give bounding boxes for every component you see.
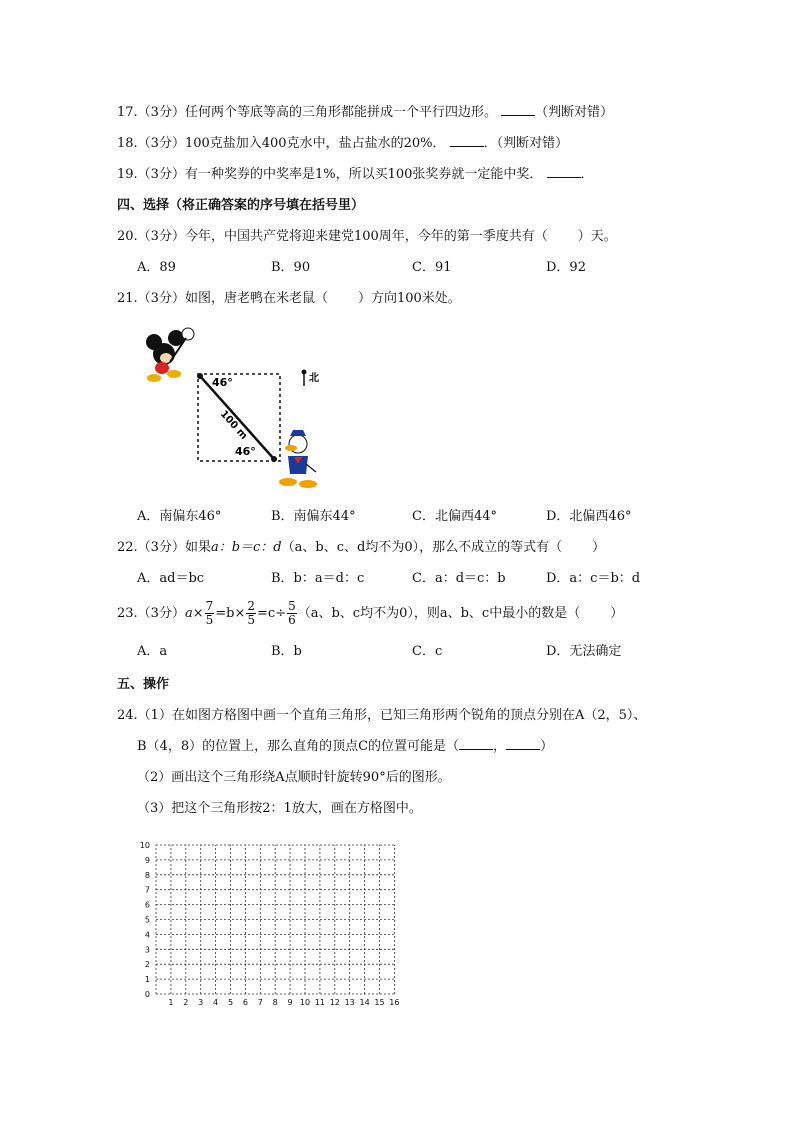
q23-var-a: a: [184, 606, 193, 621]
q21-option-b[interactable]: B．南偏东44°: [271, 509, 356, 524]
q23-end: ）: [610, 606, 624, 621]
q22-option-c[interactable]: C．a：d＝c：b: [412, 571, 506, 586]
distance-label: 100 m: [217, 408, 250, 442]
q24-part-2: （2）画出这个三角形绕A点顺时针旋转90°后的图形。: [137, 770, 451, 785]
q20-option-b[interactable]: B．90: [271, 260, 311, 275]
q24-blank-y[interactable]: [506, 737, 540, 750]
q23-fraction-2: $\frac{2}{5}$: [247, 599, 256, 627]
grid-y-tick-label: 9: [144, 855, 150, 865]
grid-x-tick-label: 7: [257, 998, 263, 1007]
grid-x-tick-label: 10: [299, 998, 311, 1007]
q23-tail: （a、b、c均不为0），则a、b、c中最小的数是（: [297, 606, 581, 621]
grid-x-tick-label: 12: [329, 998, 340, 1007]
q24-line-2: [137, 737, 553, 757]
grid-x-tick-label: 13: [344, 998, 355, 1007]
q22-option-d[interactable]: D．a：c＝b：d: [546, 571, 641, 586]
q23-eq2: =c÷: [257, 606, 287, 621]
q21-option-a[interactable]: A．南偏东46°: [137, 509, 222, 524]
grid-x-tick-label: 16: [389, 998, 400, 1007]
q21-text-after: ）方向100米处。: [357, 291, 461, 306]
question-22: [117, 538, 605, 558]
grid-x-tick-label: 14: [359, 998, 370, 1007]
q24-close: ）: [540, 739, 554, 754]
q23-times: ×: [192, 606, 204, 621]
q17-text: 17.（3分）任何两个等底等高的三角形都能拼成一个平行四边形。: [117, 105, 497, 120]
question-17: [117, 103, 613, 123]
q18-suffix: ．（判断对错）: [483, 136, 569, 151]
q24-line-1: 24.（1）在如图方格图中画一个直角三角形，已知三角形两个锐角的顶点分别在A（2，5）、: [117, 708, 647, 723]
grid-y-tick-label: 10: [139, 841, 150, 850]
section-4-title: 四、选择（将正确答案的序号填在括号里）: [117, 198, 365, 213]
north-label: 北: [309, 373, 319, 384]
grid-y-tick-label: 2: [144, 960, 150, 970]
q23-option-b[interactable]: B．b: [271, 644, 302, 659]
question-18: [117, 134, 568, 154]
grid-y-tick-label: 4: [144, 930, 150, 940]
q23-eq1: =b×: [215, 606, 246, 621]
q20-option-a[interactable]: A．89: [137, 260, 176, 275]
q17-suffix: （判断对错）: [535, 105, 614, 120]
q23-prefix: 23.（3分）: [117, 606, 185, 621]
grid-x-tick-label: 6: [242, 998, 248, 1007]
question-21: [117, 289, 461, 309]
question-20: [117, 227, 617, 247]
grid-x-tick-label: 4: [213, 998, 219, 1007]
q21-option-d[interactable]: D．北偏西46°: [546, 509, 632, 524]
question-19: [117, 165, 594, 185]
q22-option-b[interactable]: B．b：a＝d：c: [271, 571, 365, 586]
donald-duck-icon: [279, 430, 317, 488]
q20-option-c[interactable]: C．91: [412, 260, 452, 275]
section-5-title: 五、操作: [117, 677, 170, 692]
q18-answer-blank[interactable]: [450, 134, 484, 147]
q17-answer-blank[interactable]: [501, 103, 535, 116]
q22-condition: a：b＝c：d: [210, 540, 282, 555]
q24-part-3: （3）把这个三角形按2：1放大，画在方格图中。: [137, 801, 422, 816]
q18-text: 18.（3分）100克盐加入400克水中，盐占盐水的20%．: [117, 136, 446, 151]
q19-suffix: ．: [580, 167, 594, 182]
q24-comma: ，: [493, 739, 507, 754]
grid-x-tick-label: 9: [287, 998, 293, 1007]
q22-prefix: 22.（3分）如果: [117, 540, 211, 555]
q24-blank-x[interactable]: [459, 737, 493, 750]
grid-x-tick-label: 2: [183, 998, 189, 1007]
coordinate-grid[interactable]: [130, 830, 420, 1010]
grid-y-tick-label: 0: [144, 990, 150, 999]
q23-fraction-1: $\frac{7}{5}$: [205, 599, 214, 627]
q20-option-d[interactable]: D．92: [546, 260, 586, 275]
grid-y-tick-label: 6: [144, 900, 150, 910]
grid-y-tick-label: 3: [144, 945, 150, 955]
q24-line2-text: B（4，8）的位置上，那么直角的顶点C的位置可能是（: [137, 739, 460, 754]
grid-y-tick-label: 1: [144, 975, 150, 985]
q22-mid: （a、b、c、d均不为0），那么不成立的等式有（: [281, 540, 563, 555]
grid-y-tick-label: 7: [144, 885, 150, 895]
q23-option-a[interactable]: A．a: [137, 644, 168, 659]
q21-direction-figure: [138, 322, 338, 497]
q23-fraction-3: $\frac{5}{6}$: [288, 599, 296, 627]
grid-y-tick-label: 5: [144, 915, 150, 925]
q20-text-before: 20.（3分）今年，中国共产党将迎来建党100周年，今年的第一季度共有（: [117, 229, 548, 244]
q20-text-after: ）天。: [577, 229, 617, 244]
grid-x-tick-label: 3: [198, 998, 204, 1007]
grid-x-tick-label: 15: [374, 998, 385, 1007]
q23-option-d[interactable]: D．无法确定: [546, 644, 622, 659]
angle-bottom-label: 46°: [235, 445, 256, 458]
q19-answer-blank[interactable]: [547, 165, 581, 178]
q19-text: 19.（3分）有一种奖券的中奖率是1%，所以买100张奖券就一定能中奖．: [117, 167, 543, 182]
grid-x-tick-label: 8: [272, 998, 278, 1007]
q21-option-c[interactable]: C．北偏西44°: [412, 509, 497, 524]
question-23: [117, 600, 623, 628]
q22-option-a[interactable]: A．ad＝bc: [137, 571, 205, 586]
angle-top-label: 46°: [212, 376, 233, 389]
north-arrow-icon: [302, 370, 307, 387]
grid-y-tick-label: 8: [144, 870, 150, 880]
mickey-mouse-icon: [146, 328, 194, 382]
q21-text-before: 21.（3分）如图，唐老鸭在米老鼠（: [117, 291, 328, 306]
grid-x-tick-label: 11: [314, 998, 325, 1007]
q22-end: ）: [592, 540, 606, 555]
q23-option-c[interactable]: C．c: [412, 644, 443, 659]
grid-x-tick-label: 5: [227, 998, 234, 1007]
grid-x-tick-label: 1: [168, 998, 174, 1007]
